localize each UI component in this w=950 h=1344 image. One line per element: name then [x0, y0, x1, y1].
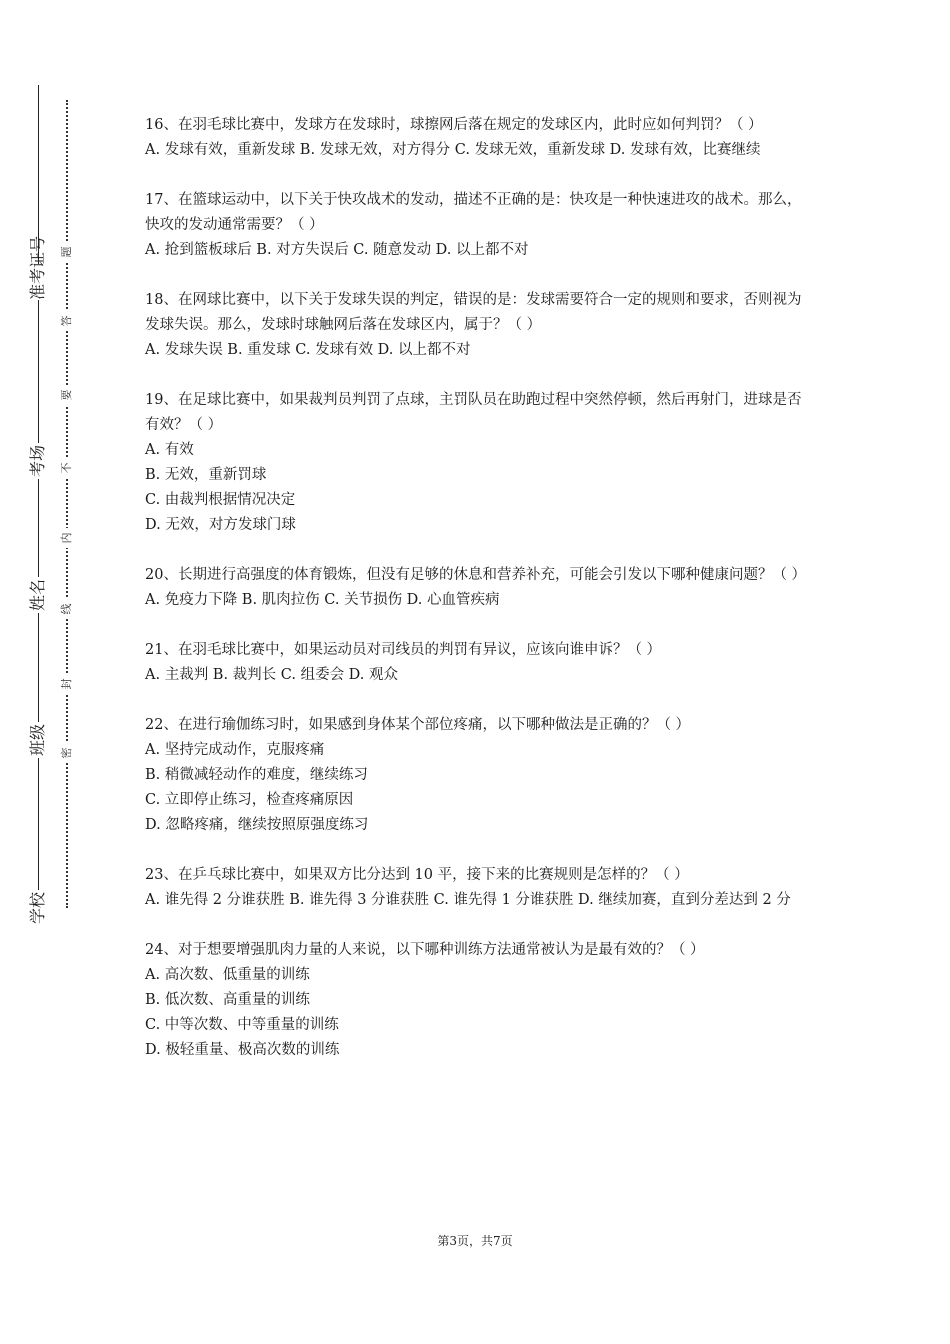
question-19 [145, 388, 805, 538]
question-stem: 19、在足球比赛中，如果裁判员判罚了点球，主罚队员在助跑过程中突然停顿，然后再射门，进球是否有效？（ ） [145, 392, 802, 433]
question-20 [145, 563, 805, 613]
option-a: A. 坚持完成动作，克服疼痛 [145, 742, 325, 758]
field-name-label: 姓名 [28, 579, 47, 612]
seal-char: 要 [59, 385, 75, 405]
question-stem: 17、在篮球运动中，以下关于快攻战术的发动，描述不正确的是：快攻是一种快速进攻的战术。那么，快攻的发动通常需要？（ ） [145, 192, 802, 233]
question-list [145, 113, 805, 1088]
question-options: A. 发球有效，重新发球 B. 发球无效，对方得分 C. 发球无效，重新发球 D. 发球有效，比赛继续 [145, 142, 761, 158]
option-d: D. 忽略疼痛，继续按照原强度练习 [145, 817, 369, 833]
question-options: A. 主裁判 B. 裁判长 C. 组委会 D. 观众 [145, 667, 399, 683]
question-18 [145, 288, 805, 363]
seal-char: 封 [59, 674, 75, 694]
option-a: A. 高次数、低重量的训练 [145, 967, 310, 983]
seal-char: 线 [59, 599, 75, 619]
option-b: B. 低次数、高重量的训练 [145, 992, 310, 1008]
option-b: B. 无效，重新罚球 [145, 467, 267, 483]
binding-margin [0, 0, 110, 1344]
option-a: A. 有效 [145, 442, 194, 458]
option-c: C. 中等次数、中等重量的训练 [145, 1017, 339, 1033]
question-17 [145, 188, 805, 263]
question-stem: 20、长期进行高强度的体育锻炼，但没有足够的休息和营养补充，可能会引发以下哪种健康问题？（ ） [145, 567, 807, 583]
option-b: B. 稍微减轻动作的难度，继续练习 [145, 767, 368, 783]
question-21 [145, 638, 805, 688]
question-options: A. 抢到篮板球后 B. 对方失误后 C. 随意发动 D. 以上都不对 [145, 242, 529, 258]
field-school-label: 学校 [28, 892, 47, 925]
seal-char: 答 [59, 311, 75, 331]
field-class-label: 班级 [28, 724, 47, 757]
question-22 [145, 713, 805, 838]
question-stem: 22、在进行瑜伽练习时，如果感到身体某个部位疼痛，以下哪种做法是正确的？（ ） [145, 717, 691, 733]
question-23 [145, 863, 805, 913]
question-stem: 24、对于想要增强肌肉力量的人来说，以下哪种训练方法通常被认为是最有效的？（ ） [145, 942, 705, 958]
option-d: D. 无效，对方发球门球 [145, 517, 296, 533]
question-16 [145, 113, 805, 163]
question-stem: 21、在羽毛球比赛中，如果运动员对司线员的判罚有异议，应该向谁申诉？（ ） [145, 642, 662, 658]
question-stem: 16、在羽毛球比赛中，发球方在发球时，球擦网后落在规定的发球区内，此时应如何判罚？（ ） [145, 117, 763, 133]
binding-solid-line [38, 85, 39, 920]
question-24 [145, 938, 805, 1063]
question-stem: 18、在网球比赛中，以下关于发球失误的判定，错误的是：发球需要符合一定的规则和要求，否则视为发球失误。那么，发球时球触网后落在发球区内，属于？（ ） [145, 292, 802, 333]
option-c: C. 立即停止练习，检查疼痛原因 [145, 792, 354, 808]
seal-char: 题 [59, 242, 75, 262]
question-options: A. 发球失误 B. 重发球 C. 发球有效 D. 以上都不对 [145, 342, 471, 358]
field-exam-number-label: 准考证号 [28, 235, 47, 300]
question-stem: 23、在乒乓球比赛中，如果双方比分达到 10 平，接下来的比赛规则是怎样的？（ ） [145, 867, 689, 883]
seal-char: 不 [59, 458, 75, 478]
seal-char: 内 [59, 528, 75, 548]
option-c: C. 由裁判根据情况决定 [145, 492, 296, 508]
seal-dotted-line [66, 100, 68, 908]
question-options: A. 免疫力下降 B. 肌肉拉伤 C. 关节损伤 D. 心血管疾病 [145, 592, 500, 608]
option-d: D. 极轻重量、极高次数的训练 [145, 1042, 340, 1058]
page-number: 第3页，共7页 [437, 1234, 513, 1248]
seal-char: 密 [59, 743, 75, 763]
field-exam-room-label: 考场 [28, 445, 47, 478]
question-options: A. 谁先得 2 分谁获胜 B. 谁先得 3 分谁获胜 C. 谁先得 1 分谁获胜 D. 继续加赛，直到分差达到 2 分 [145, 892, 791, 908]
